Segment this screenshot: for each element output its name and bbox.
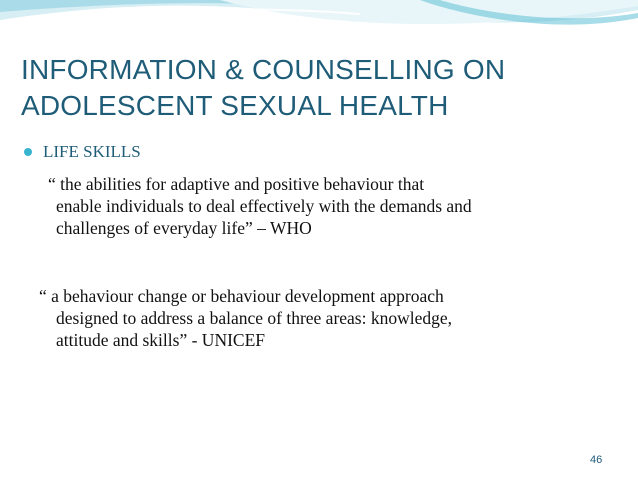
page-number: 46 xyxy=(590,454,603,466)
bullet-label: LIFE SKILLS xyxy=(43,142,141,161)
quote-line: enable individuals to deal effectively with the demands and xyxy=(56,196,472,216)
title-line-2: ADOLESCENT SEXUAL HEALTH xyxy=(21,90,449,121)
unicef-quote xyxy=(39,285,453,351)
who-quote xyxy=(46,173,472,239)
slide-title xyxy=(21,52,621,124)
bullet-dot-icon xyxy=(24,148,32,156)
quote-line: “ a behaviour change or behaviour development approach xyxy=(39,286,444,306)
header-wave-decoration xyxy=(0,0,638,60)
title-line-1: INFORMATION & COUNSELLING ON xyxy=(21,54,506,85)
quote-line: designed to address a balance of three areas: knowledge, xyxy=(56,308,453,328)
quote-line: challenges of everyday life” – WHO xyxy=(56,218,312,238)
bullet-item xyxy=(24,141,141,163)
quote-line: attitude and skills” - UNICEF xyxy=(56,330,266,350)
quote-line: “ the abilities for adaptive and positive behaviour that xyxy=(48,174,425,194)
